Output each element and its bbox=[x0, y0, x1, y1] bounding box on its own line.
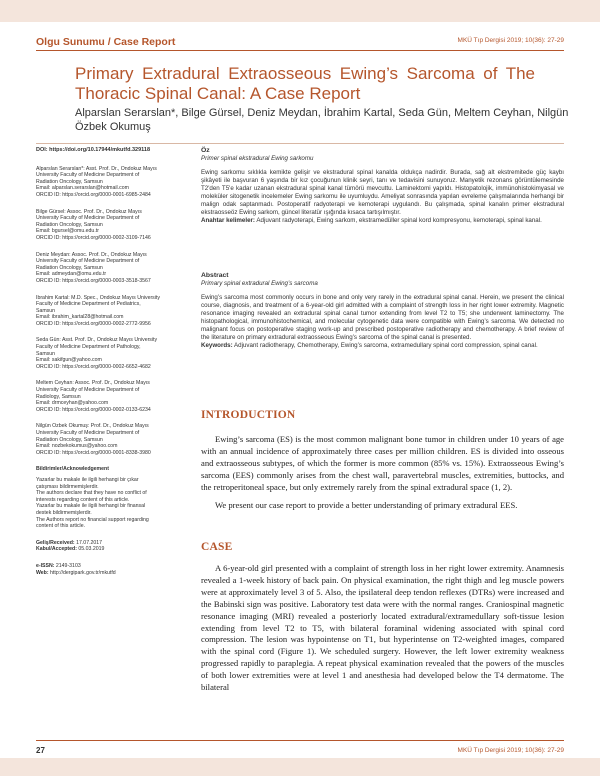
abstract-keywords-text: Adjuvant radiotherapy, Chemotherapy, Ewing’s sarcoma, extramedullary spinal cord compression, spinal canal. bbox=[234, 342, 538, 349]
affiliation-line: University Faculty of Medicine Department of bbox=[36, 172, 140, 179]
journal-reference: MKÜ Tıp Dergisi 2019; 10(36): 27-29 bbox=[457, 37, 564, 44]
oz-heading: Öz bbox=[201, 147, 210, 154]
affiliation-line: University Faculty of Medicine Department of bbox=[36, 430, 140, 436]
received-value: 17.07.2017 bbox=[76, 539, 103, 546]
dates-section bbox=[36, 540, 196, 553]
authors-line: Özbek Okumuş bbox=[75, 120, 151, 133]
author-affiliation bbox=[36, 423, 196, 456]
affiliation-line: ORCID ID: https://orcid.org/0000-0003-3518-3567 bbox=[36, 277, 151, 284]
received-date bbox=[36, 540, 196, 547]
english-abstract bbox=[201, 272, 564, 350]
affiliation-line: Faculty of Medicine Department of Pathology, bbox=[36, 344, 141, 351]
paragraph: A 6-year-old girl presented with a complaint of strength loss in her right lower extremity. Anamnesis revealed a 1-week history of back pain. On physical examination, the right thigh and leg muscle powers were at approximately level 3 of 5. Also, the ipsilateral deep tendon reflexes (DTRs) were increased and the Babinski sign was positive. Laboratory test data were with the normal ranges. Craniospinal magnetic resonance imaging (MRI) revealed a posteriorly located extradural/extramedullary soft-tissue lesion extending from level T2 to T5, with bilateral foraminal widening associated with spinal cord compression. The lesion was hypointense on T1, but hyperintense on T2-weighted images, compared with the spinal cord (Figure 1). We scheduled surgery. However, the left lower extremity weakness progressed rapidly to paraplegia. A repeat physical examination revealed that the powers of the muscles of both lower extremities were at level 1 and anesthesia had developed below the T4 dermatome. The bilateral bbox=[201, 563, 564, 693]
paragraph: We present our case report to provide a better understanding of primary extradural EES. bbox=[215, 499, 518, 510]
author-affiliation bbox=[36, 337, 196, 370]
affiliation-line: Email: admeydan@omu.edu.tr bbox=[36, 271, 107, 278]
acknowledgement-line: çatışması bildirmemişlerdir. bbox=[36, 483, 99, 490]
affiliation-line: Seda Gün: Asst. Prof. Dr., Ondokuz Mayıs University bbox=[36, 337, 158, 344]
acknowledgement-line: content of this article. bbox=[36, 523, 86, 530]
eissn bbox=[36, 563, 196, 570]
title-line: Primary Extradural Extraosseous Ewing’s Sarcoma of The bbox=[75, 64, 535, 83]
affiliation-line: Meltem Ceyhan: Assoc. Prof. Dr., Ondokuz Mayıs bbox=[36, 380, 150, 387]
affiliation-line: Radiation Oncology, Samsun bbox=[36, 264, 103, 271]
web-link[interactable]: http://dergipark.gov.tr/mkutfd bbox=[50, 569, 116, 576]
affiliation-line: Radiology, Samsun bbox=[36, 393, 81, 400]
affiliation-line: Email: sakifgun@yahoo.com bbox=[36, 357, 102, 364]
acknowledgement-heading: Bildirimler/Acknowledgement bbox=[36, 466, 109, 473]
oz-keywords bbox=[201, 217, 564, 225]
footer-journal-reference: MKÜ Tıp Dergisi 2019; 10(36): 27-29 bbox=[457, 747, 564, 754]
acknowledgement-line: The authors declare that they have no conflict of bbox=[36, 490, 147, 497]
page-number: 27 bbox=[36, 746, 45, 755]
section-label: Olgu Sunumu / Case Report bbox=[36, 36, 176, 48]
received-label: Geliş/Received: bbox=[36, 539, 75, 546]
introduction-body bbox=[201, 434, 564, 511]
affiliation-line: University Faculty of Medicine Department of bbox=[36, 258, 140, 265]
acknowledgement-section bbox=[36, 466, 196, 529]
author-affiliation bbox=[36, 252, 196, 285]
affiliation-line: Nilgün Özbek Okumuş: Prof. Dr., Ondokuz Mayıs bbox=[36, 423, 149, 430]
paragraph: Ewing’s sarcoma (ES) is the most common malignant bone tumor in children under 10 years of age with an annual incidence of approximately three cases per million children. ES is divided into osseous and extraosseous subtypes, of which the former is more common (85% vs. 15%). Extraosseous Ewing’s sarcoma (EES) commonly arises from the chest wall, paravertebral muscles, extremities, buttocks, and the retroperitoneal space, but only extremely rarely from the spinal extradural space (1, 2). bbox=[201, 434, 564, 492]
acknowledgement-line: The Authors report no financial support regarding bbox=[36, 516, 149, 523]
turkish-abstract bbox=[201, 147, 564, 225]
author-list bbox=[75, 107, 569, 134]
abstract-keywords-label: Keywords: bbox=[201, 342, 233, 349]
accepted-label: Kabul/Accepted: bbox=[36, 546, 77, 553]
affiliation-line: ORCID ID: https://orcid.org/0000-0002-3109-7146 bbox=[36, 234, 151, 241]
footer-band bbox=[0, 758, 600, 776]
affiliation-line: İbrahim Kartal: M.D. Spec., Ondokuz Mayıs University bbox=[36, 294, 160, 301]
oz-subtitle: Primer spinal ekstradural Ewing sarkomu bbox=[201, 155, 314, 162]
acknowledgement-text bbox=[36, 477, 196, 530]
affiliation-line: Bilge Gürsel: Assoc. Prof. Dr., Ondokuz Mayıs bbox=[36, 208, 142, 215]
eissn-value: 2149-3103 bbox=[55, 562, 81, 569]
affiliation-line: Email: drmceyhan@yahoo.com bbox=[36, 400, 109, 407]
oz-body: Ewing sarkomu sıklıkla kemikte gelişir ve ekstradural spinal kanalda oldukça nadirdir. Burada, sağ alt ekstremitede güç kaybı şikâyeti ile başvuran 6 yaşında bir kız çocuğunun klinik seyri, tanı ve tedavisini sunuyoruz. Manyetik rezonans görüntülemesinde T2'den T5'e kadar uzanan ekstradural spinal kanal tümörü mevcuttu. Laminektomi yapıldı. Histopatolojik, immünohistokimyasal ve moleküler sitogenetik incelemeler Ewing sarkomu ile uyumluydu. Ameliyat sonrasında yapılan evreleme çalışmalarında herhangi bir malign odak saptanmadı. Postoperatif radyoterapi ve kemoterapi uygulandı. Bu çalışmada, spinal kanalın primer ekstradural ekstraosseöz Ewing sarkom, güncel literatür ışığında kısaca tartışılmıştır. bbox=[201, 169, 564, 216]
introduction-heading: INTRODUCTION bbox=[201, 409, 296, 421]
title-divider bbox=[36, 143, 564, 144]
affiliation-line: Email: bgursel@omu.edu.tr bbox=[36, 228, 99, 235]
acknowledgement-line: Yazarlar bu makale ile ilgili herhangi bir finansal bbox=[36, 503, 146, 510]
authors-line: Alparslan Serarslan*, Bilge Gürsel, Deniz Meydan, İbrahim Kartal, Seda Gün, Meltem Ceyhan, Nilgün bbox=[75, 107, 569, 119]
affiliation-line: Radiation Oncology, Samsun bbox=[36, 221, 103, 228]
affiliation-line: Radiation Oncology, Samsun bbox=[36, 178, 103, 185]
abstract-subtitle: Primary spinal extradural Ewing’s sarcoma bbox=[201, 280, 318, 287]
affiliation-line: Email: alparslan.serarslan@hotmail.com bbox=[36, 185, 129, 192]
affiliation-line: Email: ibrahim_kartal28@hotmail.com bbox=[36, 314, 124, 321]
title-line: Thoracic Spinal Canal: A Case Report bbox=[75, 84, 361, 103]
affiliation-line: Samsun bbox=[36, 307, 56, 314]
case-body bbox=[201, 563, 564, 694]
issn-section bbox=[36, 563, 196, 576]
header-divider bbox=[36, 50, 564, 51]
affiliation-line: ORCID ID: https://orcid.org/0000-0002-0133-6234 bbox=[36, 406, 151, 413]
author-affiliation bbox=[36, 166, 196, 199]
author-affiliation bbox=[36, 380, 196, 413]
article-title bbox=[75, 64, 535, 104]
accepted-value: 05.03.2019 bbox=[78, 546, 105, 553]
acknowledgement-line: destek bildirmemişlerdir. bbox=[36, 509, 92, 516]
header-band bbox=[0, 0, 600, 22]
affiliations bbox=[36, 166, 196, 457]
author-affiliation bbox=[36, 209, 196, 242]
accepted-date bbox=[36, 546, 196, 553]
affiliation-line: Radiation Oncology, Samsun bbox=[36, 436, 103, 443]
case-heading: CASE bbox=[201, 541, 233, 553]
oz-keywords-text: Adjuvant radyoterapi, Ewing sarkom, ekstramedüller spinal kord kompresyonu, kemoterapi, spinal kanal. bbox=[256, 217, 542, 224]
affiliation-line: ORCID ID: https://orcid.org/0000-0002-6652-4682 bbox=[36, 363, 151, 370]
affiliation-line: Alparslan Serarslan*: Asst. Prof. Dr., Ondokuz Mayıs bbox=[36, 165, 157, 172]
web-label: Web: bbox=[36, 569, 49, 576]
acknowledgement-line: interests regarding content of this article. bbox=[36, 496, 130, 503]
affiliation-line: University Faculty of Medicine Department of bbox=[36, 215, 140, 222]
affiliation-line: Email: nozbekokumus@yahoo.com bbox=[36, 443, 118, 450]
author-affiliation bbox=[36, 295, 196, 328]
sidebar bbox=[36, 147, 196, 586]
oz-keywords-label: Anahtar kelimeler: bbox=[201, 217, 255, 224]
affiliation-line: Deniz Meydan: Assoc. Prof. Dr., Ondokuz Mayıs bbox=[36, 251, 147, 258]
affiliation-line: Samsun bbox=[36, 350, 56, 357]
abstract-body: Ewing’s sarcoma most commonly occurs in bone and only very rarely in the extradural spinal canal. Herein, we present the clinical course, diagnosis, and treatment of a 6-year-old girl admitted with a complaint of strength loss in her right lower extremity. Magnetic resonance imaging revealed an extradural spinal canal tumor extending from level T2 to T5; she underwent laminectomy. The histopathological, immunohistochemical, and molecular cytogenetic data were compatible with Ewing’s sarcoma. We detected no malignant focus on postoperative staging work-up and prescribed postoperative radiotherapy and chemotherapy. A brief review of the literature on primary extradural extraosseous Ewing’s sarcoma of the spinal canal is presented. bbox=[201, 294, 564, 341]
abstract-heading: Abstract bbox=[201, 272, 229, 279]
affiliation-line: University Faculty of Medicine Department of bbox=[36, 387, 140, 394]
affiliation-line: ORCID ID: https://orcid.org/0000-0001-6985-2484 bbox=[36, 191, 151, 198]
web bbox=[36, 570, 196, 577]
affiliation-line: Faculty of Medicine Department of Pediatrics, bbox=[36, 301, 141, 308]
footer-divider bbox=[36, 740, 564, 741]
affiliation-line: ORCID ID: https://orcid.org/0000-0001-8338-3980 bbox=[36, 449, 151, 456]
acknowledgement-line: Yazarlar bu makale ile ilgili herhangi bir çıkar bbox=[36, 476, 139, 483]
eissn-label: e-ISSN: bbox=[36, 562, 55, 569]
abstract-keywords bbox=[201, 342, 564, 350]
affiliation-line: ORCID ID: https://orcid.org/0000-0002-2772-9956 bbox=[36, 320, 151, 327]
doi-link[interactable]: DOI: https://doi.org/10.17944/mkutfd.329118 bbox=[36, 147, 151, 153]
